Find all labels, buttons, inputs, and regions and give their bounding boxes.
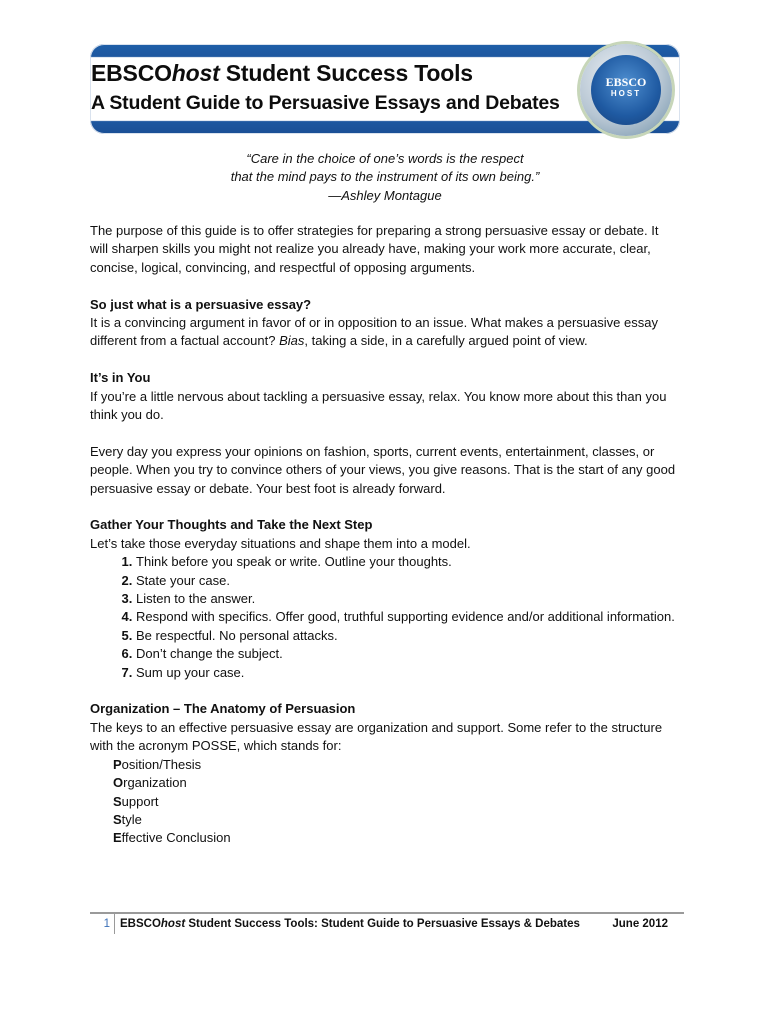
quote-line: that the mind pays to the instrument of its own being.”: [230, 169, 540, 185]
document-subtitle: A Student Guide to Persuasive Essays and Debates: [91, 92, 560, 114]
list-item: 5. Be respectful. No personal attacks.: [136, 627, 680, 645]
section-heading-what: So just what is a persuasive essay?: [90, 296, 312, 312]
footer-title: EBSCOhost Student Success Tools: Student Guide to Persuasive Essays & Debates: [120, 918, 580, 930]
page-number: 1: [103, 918, 110, 930]
list-item: Organization: [113, 775, 187, 791]
posse-list: [90, 756, 680, 848]
steps-list: [90, 553, 680, 682]
organization-intro: The keys to an effective persuasive essay are organization and support. Some refer to the structure with the acronym POSSE, which stands for:: [90, 719, 663, 754]
section-heading-gather: Gather Your Thoughts and Take the Next Step: [90, 517, 373, 533]
document-header: [90, 44, 680, 136]
list-item: 4. Respond with specifics. Offer good, truthful supporting evidence and/or additional information.: [136, 608, 680, 626]
every-day-paragraph: Every day you express your opinions on fashion, sports, current events, entertainment, classes, or people. When you try to convince others of your views, you give reasons. That is the start of any good persuasive essay or debate. Your best foot is already forward.: [90, 443, 676, 496]
its-in-you-paragraph: If you’re a little nervous about tackling a persuasive essay, relax. You know more about this than you think you do.: [90, 388, 667, 423]
intro-paragraph: The purpose of this guide is to offer strategies for preparing a strong persuasive essay or debate. It will sharpen skills you might not realize you already have, making your work more accurate, clear, concise, logical, convincing, and respectful of opposing arguments.: [90, 223, 659, 275]
logo-text: EBSCO HOST: [605, 75, 647, 98]
list-item: Position/Thesis: [113, 756, 202, 772]
quote-line: “Care in the choice of one’s words is the respect: [246, 151, 524, 166]
ebsco-host-logo: [580, 44, 672, 136]
quote-attribution: —Ashley Montague: [328, 187, 442, 203]
document-body: [90, 222, 680, 848]
list-item: 2. State your case.: [136, 572, 680, 590]
epigraph-quote: [90, 150, 680, 205]
list-item: Support: [113, 793, 159, 809]
logo-disc: [591, 55, 661, 125]
list-item: Effective Conclusion: [113, 830, 231, 846]
list-item: 3. Listen to the answer.: [136, 590, 680, 608]
what-paragraph: It is a convincing argument in favor of or in opposition to an issue. What makes a persuasive essay different from a factual account? Bias, taking a side, in a carefully argued point of view.: [90, 315, 658, 349]
section-heading-its-in-you: It’s in You: [90, 370, 151, 386]
document-title: EBSCOhost Student Success Tools: [91, 60, 473, 86]
list-item: 7. Sum up your case.: [136, 664, 680, 682]
list-item: Style: [113, 811, 142, 827]
gather-intro: Let’s take those everyday situations and shape them into a model.: [90, 535, 471, 551]
footer-date: June 2012: [612, 918, 668, 930]
list-item: 6. Don’t change the subject.: [136, 645, 680, 663]
footer-separator: [114, 914, 115, 934]
list-item: 1. Think before you speak or write. Outline your thoughts.: [136, 553, 680, 571]
page-footer: [90, 914, 684, 934]
section-heading-organization: Organization – The Anatomy of Persuasion: [90, 701, 356, 717]
